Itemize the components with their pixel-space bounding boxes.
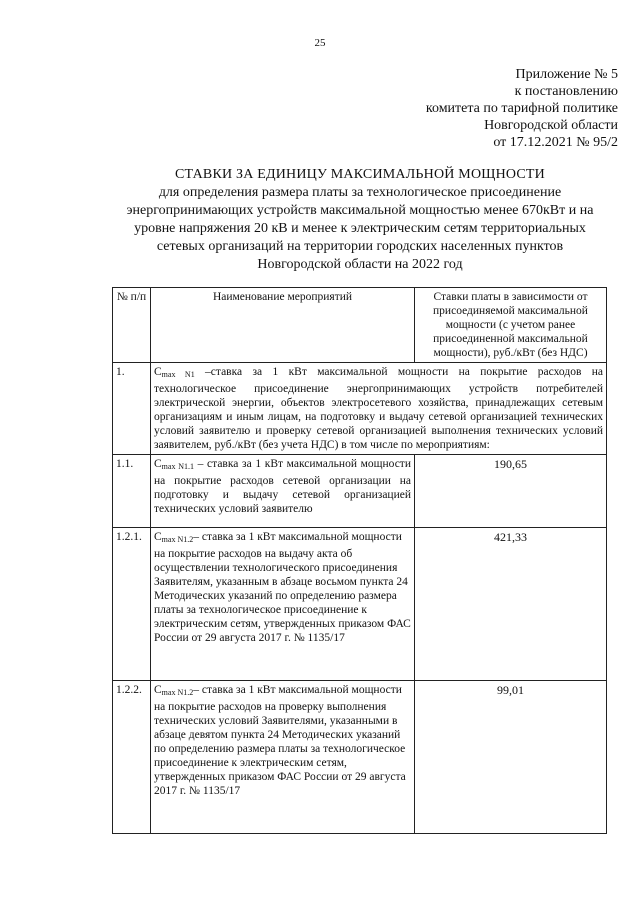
- appendix-line: Новгородской области: [484, 118, 618, 133]
- row-text: – ставка за 1 кВт максимальной мощности на покрытие расходов на выдачу акта об осуществлении технологического присоединения Заявителям, указанным в абзаце восьмом пункта 24 Методических указаний по определению размера платы за технологическое присоединение к электрическим сетям, утвержденных приказом ФАС России от 29 августа 2017 г. № 1135/17: [154, 531, 411, 644]
- rate-subscript: max N1.1: [161, 462, 194, 471]
- rates-table: [112, 287, 607, 834]
- title-line: энергопринимающих устройств максимальной мощностью менее 670кВт и на: [126, 203, 594, 218]
- appendix-line: Приложение № 5: [515, 67, 618, 82]
- title-line: СТАВКИ ЗА ЕДИНИЦУ МАКСИМАЛЬНОЙ МОЩНОСТИ: [175, 167, 545, 182]
- appendix-line: от 17.12.2021 № 95/2: [493, 135, 618, 150]
- row-value: 99,01: [415, 681, 607, 834]
- row-number: 1.2.1.: [113, 528, 151, 681]
- title-line: сетевых организаций на территории городских населенных пунктов: [156, 239, 564, 254]
- table-row: [113, 528, 607, 681]
- row-value: 190,65: [415, 455, 607, 528]
- appendix-line: комитета по тарифной политике: [425, 101, 618, 116]
- row-description: [151, 528, 415, 681]
- rate-symbol: С: [154, 366, 162, 378]
- row-text: – ставка за 1 кВт максимальной мощности на покрытие расходов на проверку выполнения технических условий Заявителями, указанными в абзаце девятом пункта 24 Методических указаний по определению размера платы за технологическое присоединение к электрическим сетям, утвержденных приказом ФАС России от 29 августа 2017 г. № 1135/17: [154, 684, 406, 797]
- header-name: Наименование мероприятий: [151, 288, 415, 363]
- document-title: [100, 166, 620, 274]
- row-number: 1.: [113, 363, 151, 455]
- table-row: [113, 363, 607, 455]
- rate-subscript: max N1.2: [161, 535, 194, 544]
- rate-symbol: С: [154, 684, 162, 696]
- rate-subscript: max N1: [161, 370, 195, 379]
- table-row: [113, 455, 607, 528]
- row-description: [151, 455, 415, 528]
- title-line: Новгородской области на 2022 год: [257, 257, 463, 272]
- row-number: 1.1.: [113, 455, 151, 528]
- row-text: – ставка за 1 кВт максимальной мощности на покрытие расходов сетевой организации на подготовку и выдачу сетевой организацией технических условий заявителю: [154, 458, 411, 515]
- row-number: 1.2.2.: [113, 681, 151, 834]
- title-line: для определения размера платы за технологическое присоединение: [158, 185, 562, 200]
- header-num: № п/п: [113, 288, 151, 363]
- header-rate: Ставки платы в зависимости от присоединяемой максимальной мощности (с учетом ранее присоединенной максимальной мощности), руб./кВт (без НДС): [415, 288, 607, 363]
- rate-symbol: С: [154, 531, 162, 543]
- row-value: 421,33: [415, 528, 607, 681]
- table-row: [113, 681, 607, 834]
- rate-symbol: С: [154, 458, 162, 470]
- page-number: 25: [314, 37, 326, 49]
- row-text: –ставка за 1 кВт максимальной мощности на покрытие расходов на технологическое присоединение энергопринимающих устройств потребителей электрической энергии, объектов электросетевого хозяйства, принадлежащих сетевым организациям и иным лицам, на подготовку и выдачу сетевой организацией технических условий заявителю и проверку сетевой организацией выполнения технических условий заявителем, руб./кВт (без учета НДС) в том числе по мероприятиям:: [154, 366, 603, 451]
- row-description: [151, 363, 607, 455]
- appendix-line: к постановлению: [514, 84, 618, 99]
- appendix-header: [426, 66, 618, 151]
- row-description: [151, 681, 415, 834]
- title-line: уровне напряжения 20 кВ и менее к электрическим сетям территориальных: [134, 221, 586, 236]
- rate-subscript: max N1.2: [161, 688, 194, 697]
- table-header-row: [113, 288, 607, 363]
